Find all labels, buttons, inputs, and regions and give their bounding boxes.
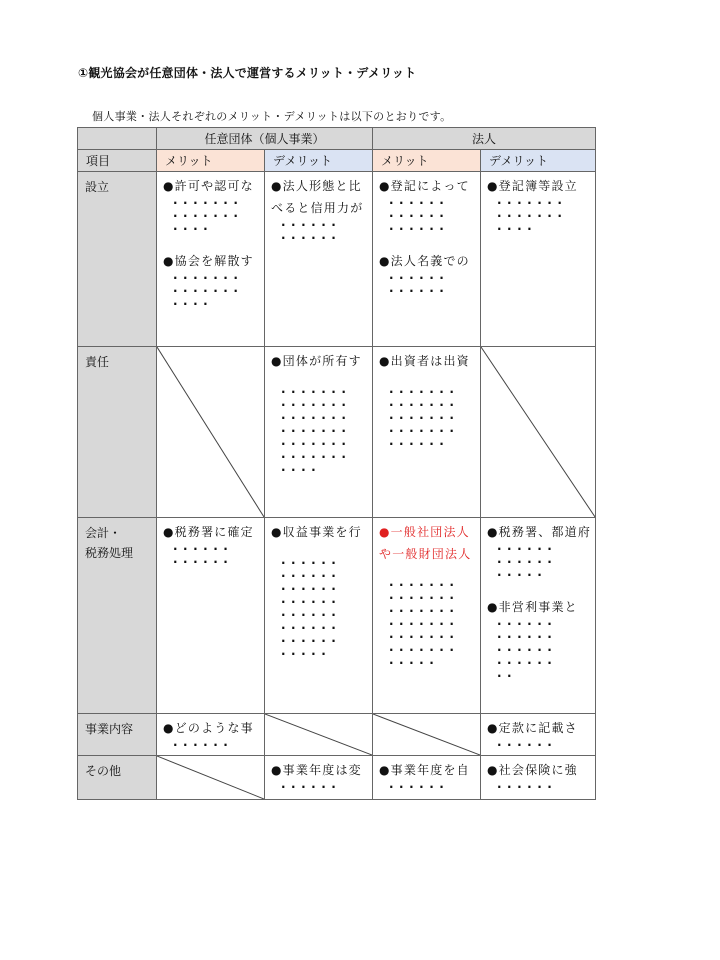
row-label-setup bbox=[78, 172, 157, 347]
row-label-business-text: 事業内容 bbox=[85, 722, 134, 736]
row-liability bbox=[78, 347, 596, 518]
diagonal-slash bbox=[373, 714, 480, 755]
masked-text: ······· ······· ···· bbox=[173, 271, 244, 311]
cell-other-corp-merit bbox=[373, 756, 481, 800]
cell-accounting-ind-demerit bbox=[265, 518, 373, 714]
masked-text: ······ ······ bbox=[389, 271, 450, 298]
row-business bbox=[78, 714, 596, 756]
masked-text: ······ bbox=[389, 780, 450, 794]
intro-text: 個人事業・法人それぞれのメリット・デメリットは以下のとおりです。 bbox=[92, 110, 452, 123]
col-corp-merit: メリット bbox=[373, 150, 481, 172]
merit-demerit-table bbox=[77, 127, 596, 800]
row-label-accounting bbox=[78, 518, 157, 714]
cell-liability-corp-merit bbox=[373, 347, 481, 518]
diagonal-slash bbox=[157, 347, 264, 517]
col-ind-demerit: デメリット bbox=[265, 150, 373, 172]
col-corp-demerit: デメリット bbox=[481, 150, 596, 172]
cell-text: ●登記によって bbox=[379, 179, 470, 193]
corner-cell bbox=[78, 128, 157, 150]
cell-text: ●協会を解散す bbox=[163, 254, 254, 268]
diagonal-slash bbox=[157, 756, 264, 799]
cell-other-ind-demerit bbox=[265, 756, 373, 800]
row-setup bbox=[78, 172, 596, 347]
masked-text: ······· ······· ···· bbox=[173, 196, 244, 236]
row-label-other bbox=[78, 756, 157, 800]
group-header-row bbox=[78, 128, 596, 150]
cell-liability-ind-demerit bbox=[265, 347, 373, 518]
cell-text: ●法人形態と比 bbox=[271, 179, 362, 193]
row-label-liability-text: 責任 bbox=[85, 355, 110, 369]
cell-accounting-corp-merit bbox=[373, 518, 481, 714]
cell-text: ●社会保険に強 bbox=[487, 763, 578, 777]
cell-text: ●事業年度は変 bbox=[271, 763, 362, 777]
group-corp: 法人 bbox=[373, 128, 596, 150]
masked-text: ······ bbox=[281, 780, 342, 794]
cell-text: ●事業年度を自 bbox=[379, 763, 470, 777]
col-ind-merit: メリット bbox=[157, 150, 265, 172]
cell-liability-ind-merit-empty bbox=[157, 347, 265, 518]
cell-text: ●税務署に確定 bbox=[163, 525, 254, 539]
section-heading: ①観光協会が任意団体・法人で運営するメリット・デメリット bbox=[78, 66, 417, 80]
masked-text: ······ ······ ······ ······ ······ ······ ······ ····· bbox=[281, 556, 342, 661]
group-individual: 任意団体（個人事業） bbox=[157, 128, 373, 150]
masked-text: ······· ······· ···· bbox=[497, 196, 568, 236]
diagonal-slash bbox=[265, 714, 372, 755]
row-label-liability bbox=[78, 347, 157, 518]
cell-business-corp-demerit bbox=[481, 714, 596, 756]
row-label-business bbox=[78, 714, 157, 756]
masked-text: ······ ······ ····· bbox=[497, 542, 558, 582]
cell-text: ●許可や認可な bbox=[163, 179, 254, 193]
masked-text: ······ ······ bbox=[173, 542, 234, 569]
masked-text: ······ bbox=[497, 738, 558, 752]
masked-text: ······ ······ ······ ······ ·· bbox=[497, 617, 558, 683]
masked-text: ······ bbox=[497, 780, 558, 794]
diagonal-slash bbox=[481, 347, 595, 517]
masked-text: ······ bbox=[173, 738, 234, 752]
masked-text: ······· ······· ······· ······· ······· ······· ····· bbox=[389, 578, 460, 670]
cell-text: ●出資者は出資 bbox=[379, 354, 470, 368]
row-label-setup-text: 設立 bbox=[85, 180, 110, 194]
row-accounting bbox=[78, 518, 596, 714]
cell-text: ●どのような事 bbox=[163, 721, 254, 735]
row-other bbox=[78, 756, 596, 800]
cell-text: ●収益事業を行 bbox=[271, 525, 362, 539]
cell-setup-corp-merit bbox=[373, 172, 481, 347]
cell-text: ●法人名義での bbox=[379, 254, 470, 268]
cell-setup-ind-merit bbox=[157, 172, 265, 347]
cell-business-ind-demerit-empty bbox=[265, 714, 373, 756]
cell-accounting-ind-merit bbox=[157, 518, 265, 714]
masked-text: ······· ······· ······· ······· ······· ······· ···· bbox=[281, 385, 352, 477]
cell-text-highlight: や一般財団法人 bbox=[379, 547, 472, 561]
cell-text: ●登記簿等設立 bbox=[487, 179, 578, 193]
masked-text: ······· ······· ······· ······· ······ bbox=[389, 385, 460, 451]
cell-accounting-corp-demerit bbox=[481, 518, 596, 714]
cell-other-ind-merit-empty bbox=[157, 756, 265, 800]
cell-business-corp-merit-empty bbox=[373, 714, 481, 756]
cell-text-highlight: ●一般社団法人 bbox=[379, 525, 470, 539]
cell-business-ind-merit bbox=[157, 714, 265, 756]
row-label-accounting-text: 会計・ 税務処理 bbox=[85, 526, 134, 560]
row-label-other-text: その他 bbox=[85, 764, 122, 778]
column-header-row bbox=[78, 150, 596, 172]
cell-text: ●定款に記載さ bbox=[487, 721, 578, 735]
cell-text: ●非営利事業と bbox=[487, 600, 578, 614]
masked-text: ······ ······ bbox=[281, 218, 342, 245]
cell-text: ●団体が所有す bbox=[271, 354, 362, 368]
cell-setup-ind-demerit bbox=[265, 172, 373, 347]
cell-text: べると信用力が bbox=[271, 201, 364, 215]
cell-other-corp-demerit bbox=[481, 756, 596, 800]
cell-text: ●税務署、都道府 bbox=[487, 525, 592, 539]
col-item: 項目 bbox=[78, 150, 157, 172]
masked-text: ······ ······ ······ bbox=[389, 196, 450, 236]
cell-liability-corp-demerit-empty bbox=[481, 347, 596, 518]
cell-setup-corp-demerit bbox=[481, 172, 596, 347]
